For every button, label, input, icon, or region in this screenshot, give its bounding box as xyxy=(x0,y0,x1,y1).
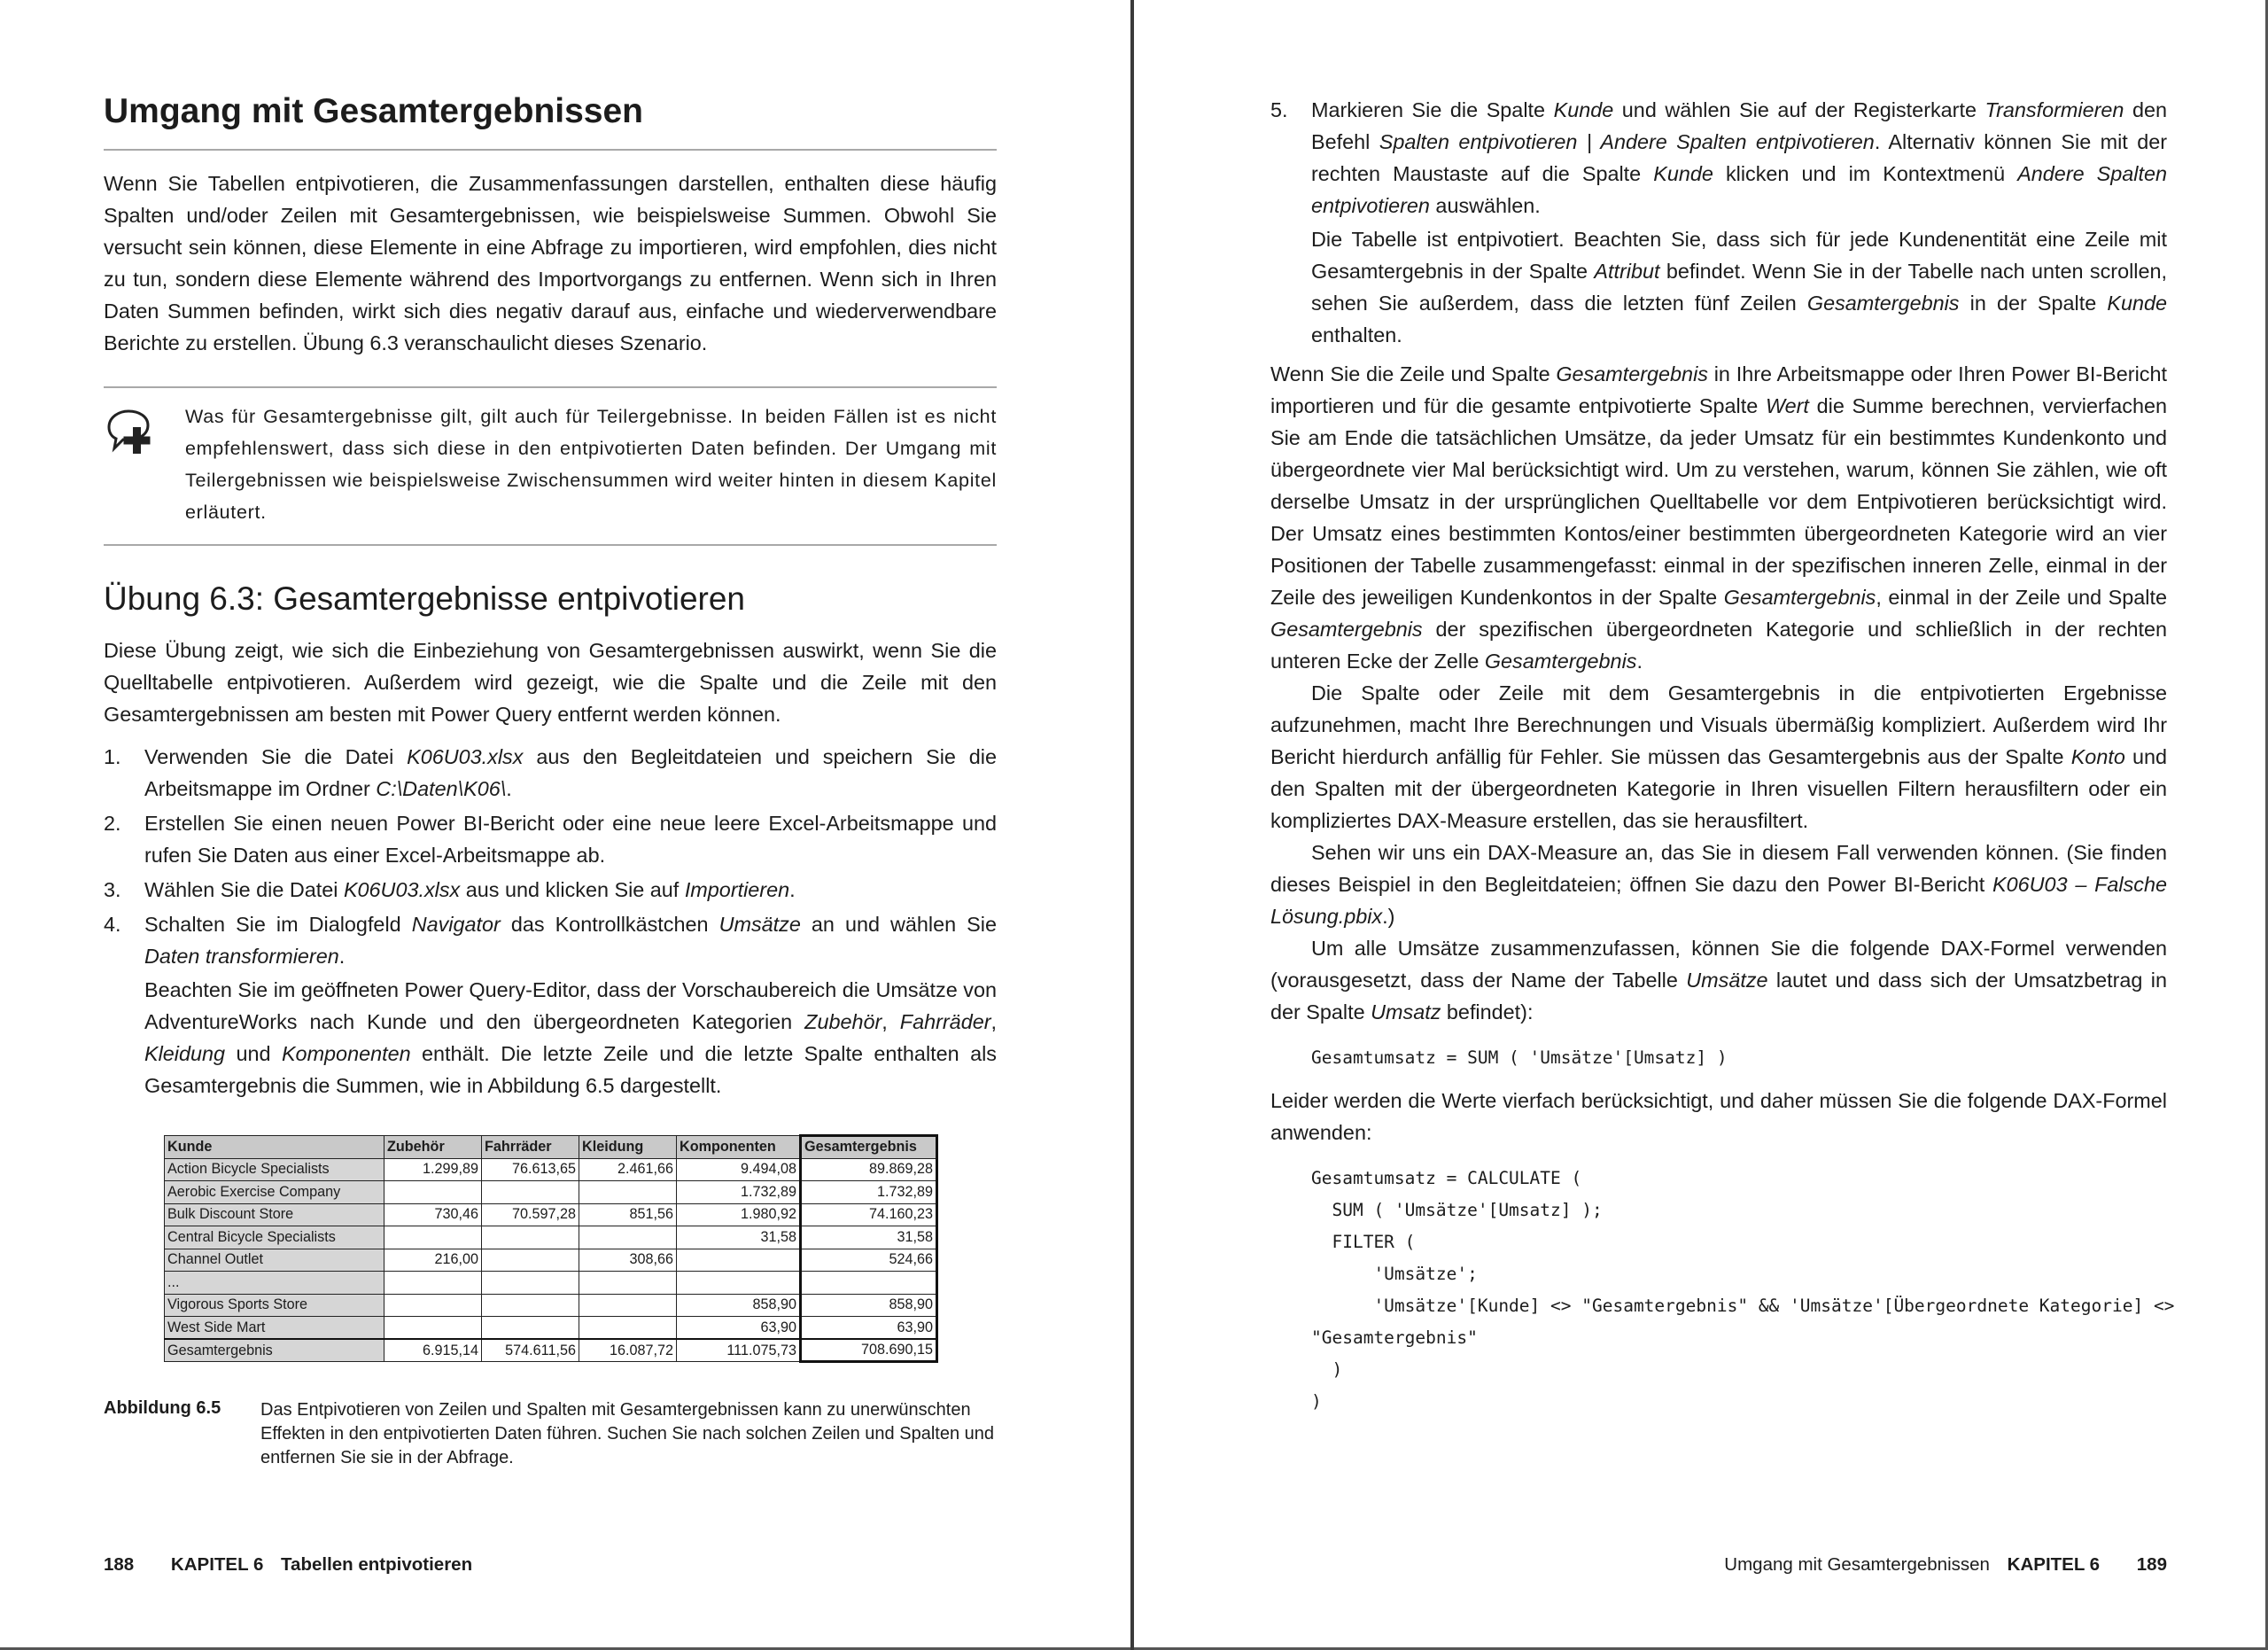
table-cell-value: 63,90 xyxy=(801,1317,937,1340)
exercise-heading: Übung 6.3: Gesamtergebnisse entpivotieren xyxy=(104,580,745,617)
table-row xyxy=(165,1226,937,1249)
table-cell-customer: Central Bicycle Specialists xyxy=(165,1226,384,1249)
table-cell-value: 111.075,73 xyxy=(677,1339,801,1362)
paragraph-calculate: Leider werden die Werte vierfach berücksichtigt, und daher müssen Sie die folgende DAX-Formel anwenden: xyxy=(1270,1089,2167,1144)
table-cell-value: 31,58 xyxy=(677,1226,801,1249)
table-row xyxy=(165,1272,937,1295)
code-calculate: Gesamtumsatz = CALCULATE ( SUM ( 'Umsätze'[Umsatz] ); FILTER ( 'Umsätze'; 'Umsätze'[Kunde] <> "Gesamtergebnis" && 'Umsätze'[Übergeordnete Kategorie] <> "Gesamtergebnis" ) ) xyxy=(1311,1168,2175,1412)
table-cell-value: 574.611,56 xyxy=(482,1339,579,1362)
step-1: 1. Verwenden Sie die Datei K06U03.xlsx aus den Begleitdateien und speichern Sie die Arbeitsmappe im Ordner C:\Daten\K06\. xyxy=(104,745,997,800)
table-cell-value xyxy=(579,1181,677,1204)
table-cell-value xyxy=(384,1317,482,1340)
paragraph-dax-intro: Sehen wir uns ein DAX-Measure an, das Sie in diesem Fall verwenden können. (Sie finden dieses Beispiel in den Begleitdateien; öffnen Sie dazu den Power BI-Bericht K06U03 – Falsche Lösung.pbix.) xyxy=(1270,841,2168,928)
table-row xyxy=(165,1203,937,1226)
table-cell-value: 76.613,65 xyxy=(482,1158,579,1181)
table-cell-value: 6.915,14 xyxy=(384,1339,482,1362)
table-row xyxy=(165,1317,937,1340)
table-row xyxy=(165,1181,937,1204)
step-4-note: Beachten Sie im geöffneten Power Query-Editor, dass der Vorschaubereich die Umsätze von AdventureWorks nach Kunde und den übergeordneten Kategorien Zubehör, Fahrräder, Kleidung und Komponenten enthält. Die letzte Zeile und die letzte Spalte enthalten als Gesamtergebnis die Summen, wie in Abbildung 6.5 dargestellt. xyxy=(144,978,997,1097)
heading-rule xyxy=(104,149,997,151)
left-page xyxy=(104,0,997,1650)
step-5-note: Die Tabelle ist entpivotiert. Beachten Sie, dass sich für jede Kundenentität eine Zeile mit Gesamtergebnis in der Spalte Attribut befindet. Wenn Sie in der Tabelle nach unten scrollen, sehen Sie außerdem, dass die letzten fünf Zeilen Gesamtergebnis in der Spalte Kunde enthalten. xyxy=(1311,228,2168,346)
figure-caption-label: Abbildung 6.5 xyxy=(104,1398,221,1418)
step-4: 4. Schalten Sie im Dialogfeld Navigator das Kontrollkästchen Umsätze an und wählen Sie Daten transformieren. Beachten Sie im geöffneten Power Query-Editor, dass der Vorschaubereich die Umsätze von AdventureWorks nach Kunde und den übergeordneten Kategorien Zubehör, Fahrräder, Kleidung und Komponenten enthält. Die letzte Zeile und die letzte Spalte enthalten als Gesamtergebnis die Summen, wie in Abbildung 6.5 dargestellt. xyxy=(104,908,997,1101)
table-cell-customer: Aerobic Exercise Company xyxy=(165,1181,384,1204)
step-3: 3. Wählen Sie die Datei K06U03.xlsx aus und klicken Sie auf Importieren. xyxy=(104,878,796,901)
table-cell-customer: Gesamtergebnis xyxy=(165,1339,384,1362)
table-cell-value: 216,00 xyxy=(384,1249,482,1272)
table-cell-customer: Vigorous Sports Store xyxy=(165,1294,384,1317)
step-5: 5. Markieren Sie die Spalte Kunde und wählen Sie auf der Registerkarte Transformieren den Befehl Spalten entpivotieren | Andere Spalten entpivotieren. Alternativ können Sie mit der rechten Maustaste auf die Spalte Kunde klicken und im Kontextmenü Andere Spalten entpivotieren auswählen. Die Tabelle ist entpivotiert. Beachten Sie, dass sich für jede Kundenentität eine Zeile mit Gesamtergebnis in der Spalte Attribut befindet. Wenn Sie in der Tabelle nach unten scrollen, sehen Sie außerdem, dass die letzten fünf Zeilen Gesamtergebnis in der Spalte Kunde enthalten. xyxy=(1270,94,2167,351)
table-cell-value: 858,90 xyxy=(677,1294,801,1317)
table-header: Komponenten xyxy=(677,1136,801,1159)
table-cell-value xyxy=(384,1181,482,1204)
table-row xyxy=(165,1339,937,1362)
table-cell-customer: Bulk Discount Store xyxy=(165,1203,384,1226)
table-cell-value xyxy=(579,1226,677,1249)
table-cell-value xyxy=(384,1226,482,1249)
note-bottom-rule xyxy=(104,544,997,546)
table-cell-value: 74.160,23 xyxy=(801,1203,937,1226)
table-cell-value: 2.461,66 xyxy=(579,1158,677,1181)
table-cell-value xyxy=(677,1249,801,1272)
table-cell-value: 63,90 xyxy=(677,1317,801,1340)
table-header-row xyxy=(165,1136,937,1159)
chapter-label: KAPITEL 6 xyxy=(170,1554,264,1575)
table-header: Kleidung xyxy=(579,1136,677,1159)
table-cell-value xyxy=(482,1249,579,1272)
right-body xyxy=(1270,358,2175,1418)
paragraph-quadruple-count: Wenn Sie die Zeile und Spalte Gesamtergebnis in Ihre Arbeitsmappe oder Ihren Power BI-Bericht importieren und für die gesamte entpivotierte Spalte Wert die Summe berechnen, vervierfachen Sie am Ende die tatsächlichen Umsätze, da jeder Umsatz für ein bestimmtes Kundenkonto und übergeordnete vier Mal berücksichtigt wird. Um zu verstehen, warum, können Sie zählen, wie oft derselbe Umsatz in der ursprünglichen Quelltabelle vor dem Entpivotieren berücksichtigt wird. Der Umsatz eines bestimmten Kontos/einer bestimmten übergeordneten Kategorie wird an vier Positionen der Tabelle zusammengefasst: einmal in der spezifischen inneren Zelle, einmal in der Zeile des jeweiligen Kundenkontos in der Spalte Gesamtergebnis, einmal in der Zeile und Spalte Gesamtergebnis der spezifischen übergeordneten Kategorie und schließlich in der rechten unteren Ecke der Zelle Gesamtergebnis. xyxy=(1270,362,2167,673)
table-cell-customer: West Side Mart xyxy=(165,1317,384,1340)
table-cell-value: 9.494,08 xyxy=(677,1158,801,1181)
table-cell-value xyxy=(579,1317,677,1340)
table-cell-value xyxy=(482,1294,579,1317)
left-footer xyxy=(104,1554,472,1576)
sales-table xyxy=(164,1134,938,1363)
table-cell-value: 1.732,89 xyxy=(801,1181,937,1204)
table-cell-value: 1.980,92 xyxy=(677,1203,801,1226)
table-cell-value xyxy=(579,1294,677,1317)
book-gutter xyxy=(1130,0,1134,1650)
table-header: Gesamtergebnis xyxy=(801,1136,937,1159)
table-cell-value xyxy=(482,1272,579,1295)
table-header: Fahrräder xyxy=(482,1136,579,1159)
section-title: Umgang mit Gesamtergebnissen xyxy=(1724,1554,1990,1575)
table-cell-value xyxy=(384,1272,482,1295)
table-cell-value: 16.087,72 xyxy=(579,1339,677,1362)
page-number: 188 xyxy=(104,1554,135,1575)
table-cell-value: 70.597,28 xyxy=(482,1203,579,1226)
exercise-intro: Diese Übung zeigt, wie sich die Einbeziehung von Gesamtergebnissen auswirkt, wenn Sie die Quelltabelle entpivotieren. Außerdem wird gezeigt, wie die Spalte und die Zeile mit den Gesamtergebnissen am besten mit Power Query entfernt werden können. xyxy=(104,639,997,726)
table-cell-value xyxy=(801,1272,937,1295)
table-cell-value: 524,66 xyxy=(801,1249,937,1272)
table-cell-value xyxy=(384,1294,482,1317)
table-cell-value: 730,46 xyxy=(384,1203,482,1226)
table-row xyxy=(165,1294,937,1317)
table-cell-value xyxy=(482,1317,579,1340)
note-top-rule xyxy=(104,386,997,388)
paragraph-sum-formula: Um alle Umsätze zusammenzufassen, können Sie die folgende DAX-Formel verwenden (vorausgesetzt, dass der Name der Tabelle Umsätze lautet und dass sich der Umsatzbetrag in der Spalte Umsatz befindet): xyxy=(1270,937,2167,1023)
table-cell-value: 89.869,28 xyxy=(801,1158,937,1181)
table-row xyxy=(165,1158,937,1181)
table-cell-value xyxy=(579,1272,677,1295)
table-header: Zubehör xyxy=(384,1136,482,1159)
chapter-label: KAPITEL 6 xyxy=(2007,1554,2101,1575)
table-cell-value xyxy=(482,1181,579,1204)
right-footer xyxy=(1724,1554,2167,1576)
table-cell-value: 851,56 xyxy=(579,1203,677,1226)
code-sum: Gesamtumsatz = SUM ( 'Umsätze'[Umsatz] ) xyxy=(1311,1047,1728,1068)
chapter-title: Tabellen entpivotieren xyxy=(281,1554,473,1575)
table-cell-value: 708.690,15 xyxy=(801,1339,937,1362)
table-row xyxy=(165,1249,937,1272)
table-cell-value: 858,90 xyxy=(801,1294,937,1317)
paragraph-complexity: Die Spalte oder Zeile mit dem Gesamtergebnis in die entpivotierten Ergebnisse aufzunehmen, macht Ihre Berechnungen und Visuals übermäßig kompliziert. Außerdem wird Ihr Bericht hierdurch anfällig für Fehler. Sie müssen das Gesamtergebnis aus der Spalte Konto und den Spalten mit der übergeordneten Kategorie in Ihren visuellen Filtern herausfiltern oder ein kompliziertes DAX-Measure erstellen, das sie herausfiltert. xyxy=(1270,681,2168,832)
table-cell-value: 1.732,89 xyxy=(677,1181,801,1204)
steps-list-continued xyxy=(1270,94,2167,351)
section-heading: Umgang mit Gesamtergebnissen xyxy=(104,92,643,130)
table-cell-value: 1.299,89 xyxy=(384,1158,482,1181)
intro-paragraph: Wenn Sie Tabellen entpivotieren, die Zusammenfassungen darstellen, enthalten diese häufig Spalten und/oder Zeilen mit Gesamtergebnissen, wie beispielsweise Summen. Obwohl Sie versucht sein können, diese Elemente in eine Abfrage zu importieren, wird empfohlen, dies nicht zu tun, sondern diese Elemente während des Importvorgangs zu entfernen. Wenn sich in Ihren Daten Summen befinden, wirkt sich dies negativ darauf aus, einfache und wiederverwendbare Berichte zu erstellen. Übung 6.3 veranschaulicht dieses Szenario. xyxy=(104,172,997,354)
steps-list xyxy=(104,741,997,1101)
table-cell-value: 31,58 xyxy=(801,1226,937,1249)
right-page xyxy=(1270,0,2175,1650)
speech-bubble-plus-icon xyxy=(104,408,157,461)
step-2: 2. Erstellen Sie einen neuen Power BI-Bericht oder eine neue leere Excel-Arbeitsmappe und rufen Sie Daten aus einer Excel-Arbeitsmappe ab. xyxy=(104,812,997,867)
figure-caption: Das Entpivotieren von Zeilen und Spalten mit Gesamtergebnissen kann zu unerwünschten Effekten in den entpivotierten Daten führen. Suchen Sie nach solchen Zeilen und Spalten und entfernen Sie sie in der Abfrage. xyxy=(260,1400,994,1467)
table-cell-customer: ... xyxy=(165,1272,384,1295)
page-number: 189 xyxy=(2136,1554,2167,1575)
note-text: Was für Gesamtergebnisse gilt, gilt auch für Teilergebnisse. In beiden Fällen ist es nicht empfehlenswert, dass sich diese in den entpivotierten Daten befinden. Der Umgang mit Teilergebnissen wie beispielsweise Zwischensummen wird weiter hinten in diesem Kapitel erläutert. xyxy=(185,406,997,523)
table-cell-value xyxy=(677,1272,801,1295)
table-cell-value: 308,66 xyxy=(579,1249,677,1272)
table-header: Kunde xyxy=(165,1136,384,1159)
table-cell-customer: Channel Outlet xyxy=(165,1249,384,1272)
table-cell-customer: Action Bicycle Specialists xyxy=(165,1158,384,1181)
table-cell-value xyxy=(482,1226,579,1249)
